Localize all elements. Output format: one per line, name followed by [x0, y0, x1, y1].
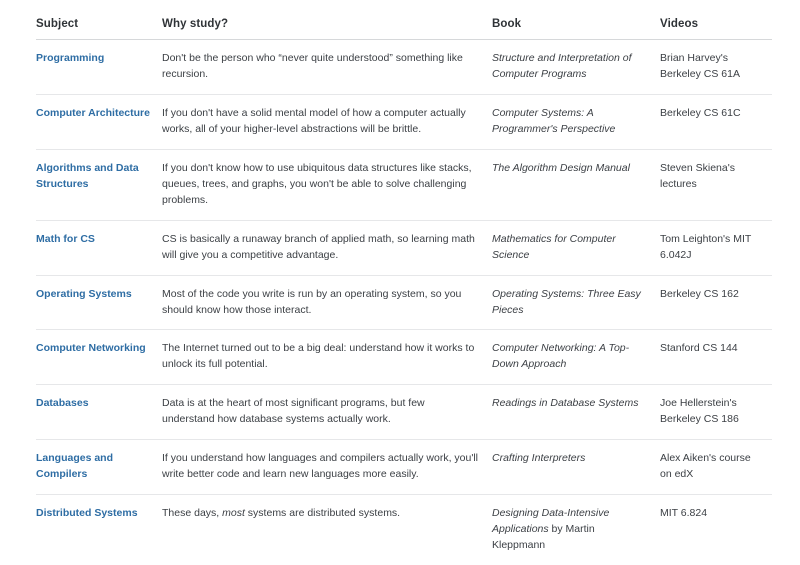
videos-link[interactable]: Alex Aiken's course on edX — [660, 440, 772, 495]
subject-link[interactable]: Math for CS — [36, 220, 162, 275]
table-row — [36, 330, 772, 385]
table-row — [36, 94, 772, 149]
table-body — [36, 40, 772, 565]
book-title[interactable]: Operating Systems: Three Easy Pieces — [492, 275, 660, 330]
table-header-row — [36, 14, 772, 40]
why-study-emphasis: most — [222, 507, 245, 519]
why-study-text: Don't be the person who “never quite understood” something like recursion. — [162, 40, 492, 95]
column-header-why-study: Why study? — [162, 14, 492, 40]
videos-link[interactable]: Tom Leighton's MIT 6.042J — [660, 220, 772, 275]
table-row — [36, 149, 772, 220]
book-title[interactable]: Mathematics for Computer Science — [492, 220, 660, 275]
book-title[interactable]: The Algorithm Design Manual — [492, 149, 660, 220]
why-study-text: If you understand how languages and compilers actually work, you'll write better code and learn new languages more easily. — [162, 440, 492, 495]
videos-link[interactable]: MIT 6.824 — [660, 495, 772, 565]
videos-link[interactable]: Berkeley CS 162 — [660, 275, 772, 330]
table-row — [36, 275, 772, 330]
table-row — [36, 220, 772, 275]
table-row — [36, 40, 772, 95]
book-title[interactable]: Readings in Database Systems — [492, 385, 660, 440]
subject-link[interactable]: Distributed Systems — [36, 495, 162, 565]
videos-link[interactable]: Stanford CS 144 — [660, 330, 772, 385]
subject-link[interactable]: Programming — [36, 40, 162, 95]
table-row — [36, 440, 772, 495]
book-title[interactable]: Computer Networking: A Top-Down Approach — [492, 330, 660, 385]
table-row — [36, 495, 772, 565]
subject-link[interactable]: Languages and Compilers — [36, 440, 162, 495]
column-header-book: Book — [492, 14, 660, 40]
subject-link[interactable]: Operating Systems — [36, 275, 162, 330]
videos-link[interactable]: Steven Skiena's lectures — [660, 149, 772, 220]
why-study-prefix: These days, — [162, 507, 222, 519]
book-title[interactable] — [492, 495, 660, 565]
table-row — [36, 385, 772, 440]
table-head — [36, 14, 772, 40]
videos-link[interactable]: Brian Harvey's Berkeley CS 61A — [660, 40, 772, 95]
subject-link[interactable]: Algorithms and Data Structures — [36, 149, 162, 220]
why-study-text — [162, 495, 492, 565]
why-study-text: Data is at the heart of most significant programs, but few understand how database systems actually work. — [162, 385, 492, 440]
videos-link[interactable]: Berkeley CS 61C — [660, 94, 772, 149]
subject-link[interactable]: Computer Architecture — [36, 94, 162, 149]
curriculum-table — [36, 14, 772, 565]
videos-link[interactable]: Joe Hellerstein's Berkeley CS 186 — [660, 385, 772, 440]
book-title[interactable]: Crafting Interpreters — [492, 440, 660, 495]
column-header-videos: Videos — [660, 14, 772, 40]
why-study-text: Most of the code you write is run by an operating system, so you should know how those interact. — [162, 275, 492, 330]
subject-link[interactable]: Computer Networking — [36, 330, 162, 385]
why-study-suffix: systems are distributed systems. — [245, 507, 400, 519]
book-title[interactable]: Computer Systems: A Programmer's Perspective — [492, 94, 660, 149]
book-title[interactable]: Structure and Interpretation of Computer Programs — [492, 40, 660, 95]
column-header-subject: Subject — [36, 14, 162, 40]
subject-link[interactable]: Databases — [36, 385, 162, 440]
why-study-text: CS is basically a runaway branch of applied math, so learning math will give you a competitive advantage. — [162, 220, 492, 275]
why-study-text: If you don't have a solid mental model of how a computer actually works, all of your higher-level abstractions will be brittle. — [162, 94, 492, 149]
why-study-text: If you don't know how to use ubiquitous data structures like stacks, queues, trees, and graphs, you won't be able to solve challenging problems. — [162, 149, 492, 220]
why-study-text: The Internet turned out to be a big deal: understand how it works to unlock its full potential. — [162, 330, 492, 385]
book-title-text: Designing Data-Intensive Applications — [492, 507, 609, 535]
book-author-text: by Martin Kleppmann — [492, 523, 595, 551]
